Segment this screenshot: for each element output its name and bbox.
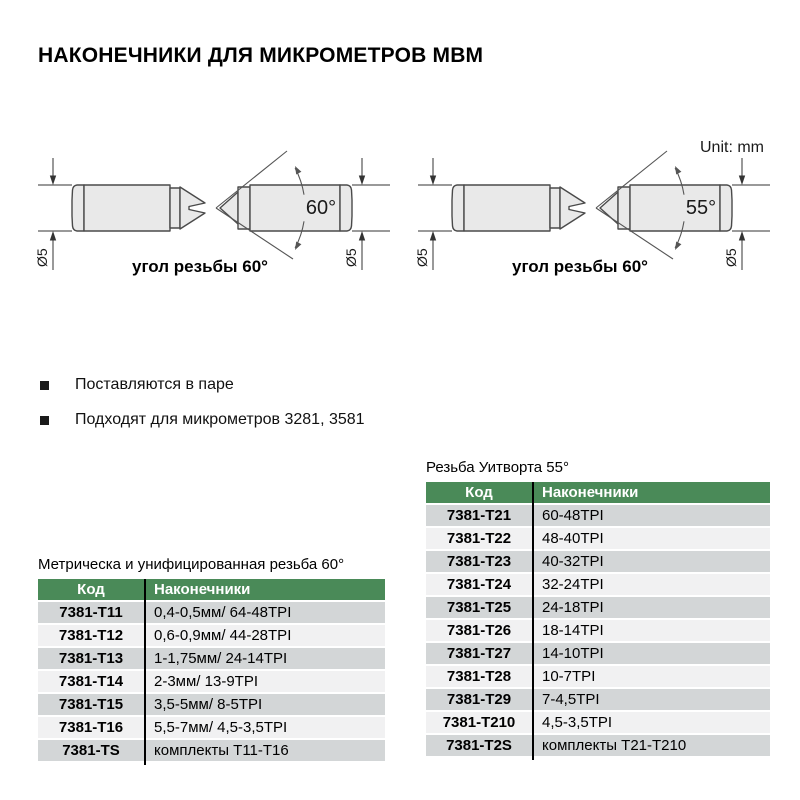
tips-cell: 10-7TPI [532,665,770,688]
left-tip-body [464,185,550,231]
table-row [426,711,770,734]
bullet-square-icon [40,381,49,390]
left-tip-cone-notched [560,187,585,229]
code-cell: 7381-T21 [426,504,532,527]
tips-cell: 24-18TPI [532,596,770,619]
diameter-label-right: Ø5 [343,248,359,267]
table-title: Метрическа и унифицированная резьба 60° [38,556,345,573]
code-cell: 7381-T26 [426,619,532,642]
left-tip-cap [72,185,84,231]
unit-label: Unit: mm [700,139,764,156]
table-row [38,716,385,739]
table-row [426,665,770,688]
metric-table [38,579,385,763]
code-cell: 7381-T27 [426,642,532,665]
code-cell: 7381-T210 [426,711,532,734]
code-cell: 7381-T22 [426,527,532,550]
tips-cell: 48-40TPI [532,527,770,550]
code-cell: 7381-T29 [426,688,532,711]
table-row [38,693,385,716]
tips-cell: 0,6-0,9мм/ 44-28TPI [144,624,385,647]
column-header-code: Код [38,579,144,601]
code-cell: 7381-T23 [426,550,532,573]
left-tip-cap [452,185,464,231]
table-row [38,601,385,624]
tips-cell: 32-24TPI [532,573,770,596]
angle-label: 55° [685,197,717,219]
diameter-label-right: Ø5 [723,248,739,267]
code-cell: 7381-T12 [38,624,144,647]
tips-cell: 5,5-7мм/ 4,5-3,5TPI [144,716,385,739]
table-row [426,550,770,573]
list-item [40,411,365,429]
right-tip-cap [720,185,732,231]
tips-cell: 0,4-0,5мм/ 64-48TPI [144,601,385,624]
angle-label: 60° [305,197,337,219]
bullet-list [40,376,365,446]
page-title: НАКОНЕЧНИКИ ДЛЯ МИКРОМЕТРОВ МВМ [38,44,484,68]
whitworth-table [426,482,770,758]
table-row [426,504,770,527]
table-row [426,596,770,619]
code-cell: 7381-T11 [38,601,144,624]
table-header-row [426,482,770,504]
table-row [426,688,770,711]
code-cell: 7381-T24 [426,573,532,596]
code-cell: 7381-T13 [38,647,144,670]
table-whitworth-55 [426,458,770,758]
tips-cell: 1-1,75мм/ 24-14TPI [144,647,385,670]
table-metric-60 [38,555,385,763]
table-row [426,734,770,757]
tips-cell: 2-3мм/ 13-9TPI [144,670,385,693]
right-tip-cone [220,192,238,224]
code-cell: 7381-T15 [38,693,144,716]
left-tip-neck [550,188,560,228]
table-row [38,670,385,693]
bullet-square-icon [40,416,49,425]
code-cell: 7381-T25 [426,596,532,619]
table-row [426,527,770,550]
left-tip-body [84,185,170,231]
table-row [38,624,385,647]
right-tip-neck [618,187,630,229]
tips-cell: 40-32TPI [532,550,770,573]
table-header-row [38,579,385,601]
bullet-text: Подходят для микрометров 3281, 3581 [75,411,365,428]
code-cell: 7381-T28 [426,665,532,688]
diameter-label-left: Ø5 [414,248,430,267]
code-cell: 7381-T2S [426,734,532,757]
code-cell: 7381-T14 [38,670,144,693]
diameter-label-left: Ø5 [34,248,50,267]
table-row [38,739,385,762]
table-title: Резьба Уитворта 55° [426,459,569,476]
tips-cell: 7-4,5TPI [532,688,770,711]
tips-cell: 4,5-3,5TPI [532,711,770,734]
tips-cell: 60-48TPI [532,504,770,527]
table-row [426,619,770,642]
right-tip-neck [238,187,250,229]
column-header-tips: Наконечники [144,579,385,601]
right-tip-cone [600,192,618,224]
right-tip-cap [340,185,352,231]
left-tip-neck [170,188,180,228]
tips-cell: 18-14TPI [532,619,770,642]
diagram-caption-left: угол резьбы 60° [132,257,268,276]
column-divider [144,579,146,765]
diagram-caption-right: угол резьбы 60° [512,257,648,276]
code-cell: 7381-T16 [38,716,144,739]
tips-cell: комплекты T21-T210 [532,734,770,757]
column-divider [532,482,534,760]
tips-cell: 14-10TPI [532,642,770,665]
code-cell: 7381-TS [38,739,144,762]
table-row [426,642,770,665]
column-header-code: Код [426,482,532,504]
tips-cell: 3,5-5мм/ 8-5TPI [144,693,385,716]
tips-cell: комплекты T11-T16 [144,739,385,762]
table-row [38,647,385,670]
left-tip-cone-notched [180,187,205,229]
table-row [426,573,770,596]
bullet-text: Поставляются в паре [75,376,234,393]
column-header-tips: Наконечники [532,482,770,504]
list-item [40,376,365,394]
